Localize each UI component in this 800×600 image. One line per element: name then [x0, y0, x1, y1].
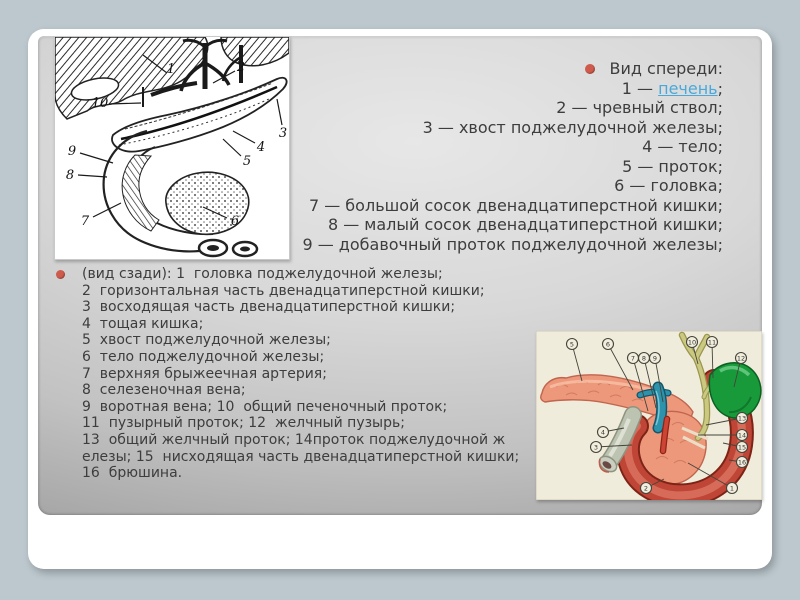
front-view-title-line — [243, 59, 723, 79]
front-view-line: 6 — головка; — [614, 176, 723, 195]
mesenteric-artery — [663, 419, 667, 451]
svg-text:1: 1 — [166, 62, 176, 77]
back-view-line: 16 брюшина. — [82, 465, 183, 482]
svg-text:8: 8 — [641, 354, 647, 363]
front-view-line: 3 — хвост поджелудочной железы; — [422, 117, 723, 137]
liver-line-prefix: 1 — — [621, 78, 659, 98]
svg-text:12: 12 — [736, 354, 746, 363]
back-view-line: 8 селезеночная вена; — [82, 382, 246, 399]
back-view-list — [56, 266, 568, 482]
liver-line-suffix: ; — [717, 78, 723, 98]
svg-text:2: 2 — [643, 484, 649, 493]
back-view-line: 6 тело поджелудочной железы; — [82, 348, 325, 365]
svg-text:10: 10 — [91, 96, 109, 111]
front-view-line: 9 — добавочный проток поджелудочной железы; — [302, 234, 723, 254]
svg-text:5: 5 — [569, 340, 575, 349]
back-view-line: 13 общий желчный проток; 14проток поджелудочной ж — [82, 431, 506, 448]
svg-text:11: 11 — [707, 338, 717, 347]
svg-text:15: 15 — [737, 443, 747, 452]
svg-text:8: 8 — [65, 168, 75, 183]
svg-text:5: 5 — [242, 154, 252, 169]
svg-text:7: 7 — [80, 214, 90, 229]
front-view-line: 4 — тело; — [642, 137, 723, 156]
svg-text:4: 4 — [600, 428, 606, 437]
svg-text:3: 3 — [593, 443, 599, 452]
svg-text:4: 4 — [256, 140, 266, 155]
back-view-line: 3 восходящая часть двенадцатиперстной кишки; — [82, 299, 456, 316]
back-view-line: 7 верхняя брыжеечная артерия; — [82, 365, 327, 382]
svg-text:9: 9 — [652, 354, 658, 363]
svg-text:14: 14 — [737, 431, 747, 440]
front-view-line: 8 — малый сосок двенадцатиперстной кишки; — [327, 215, 723, 234]
back-view-line: 9 воротная вена; 10 общий печеночный проток; — [82, 398, 448, 415]
svg-text:6: 6 — [605, 340, 611, 349]
front-view-line: 2 — чревный ствол; — [556, 98, 723, 117]
svg-text:13: 13 — [737, 414, 747, 423]
list-bullet-icon — [585, 64, 595, 74]
back-view-line: (вид сзади): 1 головка поджелудочной железы; — [82, 266, 443, 282]
list-bullet-icon — [56, 270, 65, 279]
front-view-line: 7 — большой сосок двенадцатиперстной кишки; — [308, 195, 723, 215]
back-view-line: 5 хвост поджелудочной железы; — [82, 332, 331, 349]
back-view-line: 4 тощая кишка; — [82, 315, 204, 332]
front-view-title: Вид спереди: — [609, 59, 723, 78]
svg-text:10: 10 — [687, 338, 697, 347]
svg-text:2: 2 — [236, 60, 246, 75]
back-view-line: елезы; 15 нисходящая часть двенадцатиперстной кишки; — [82, 448, 520, 465]
front-view-list — [243, 59, 723, 254]
front-view-line-liver — [243, 79, 723, 99]
svg-text:3: 3 — [278, 126, 288, 141]
liver-link[interactable]: печень — [658, 78, 718, 98]
svg-text:16: 16 — [737, 458, 747, 467]
slide-content-area — [38, 36, 762, 515]
pancreas-back-diagram-svg — [536, 331, 762, 500]
svg-text:9: 9 — [67, 144, 77, 159]
svg-text:1: 1 — [729, 484, 735, 493]
slide-card — [28, 29, 772, 569]
pancreas-back-diagram — [536, 331, 762, 500]
svg-text:6: 6 — [230, 214, 240, 229]
back-view-line: 11 пузырный проток; 12 желчный пузырь; — [82, 415, 405, 432]
front-view-line: 5 — проток; — [622, 156, 723, 176]
svg-text:7: 7 — [630, 354, 636, 363]
back-view-line: 2 горизонтальная часть двенадцатиперстной кишки; — [82, 282, 485, 299]
